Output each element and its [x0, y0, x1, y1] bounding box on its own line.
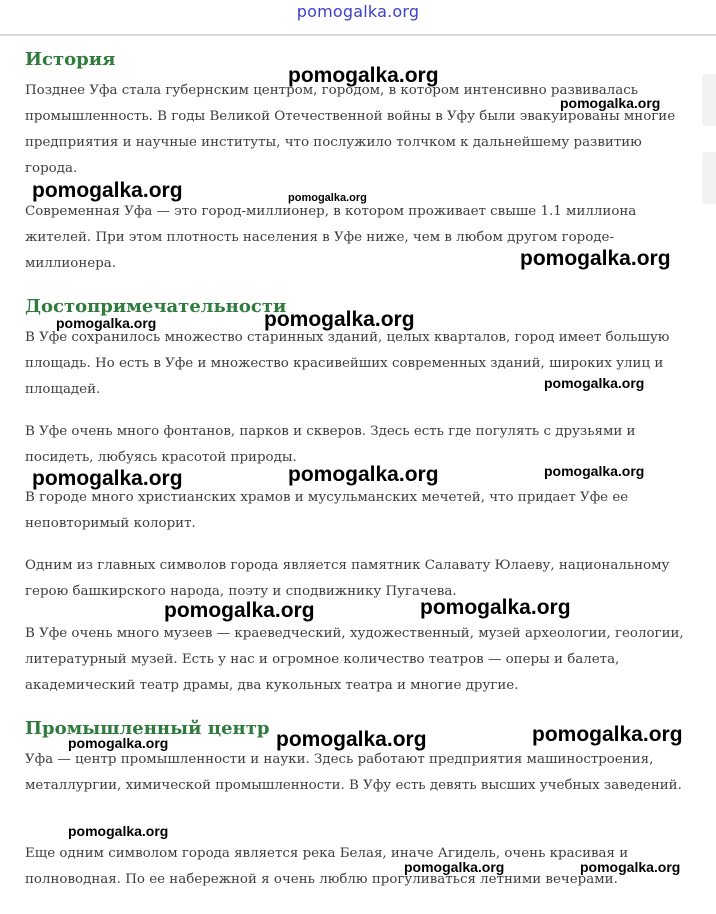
paragraph: Уфа — центр промышленности и науки. Здесь работают предприятия машиностроения, металлургии, химической промышленности. В Уфу есть девять высших учебных заведений. — [25, 752, 682, 793]
watermark: pomogalka.org — [544, 463, 645, 479]
watermark: pomogalka.org — [532, 723, 683, 746]
section-title-history: История — [25, 49, 116, 70]
section-title-sights: Достопримечательности — [25, 296, 287, 317]
paragraph: Еще одним символом города является река Белая, иначе Агидель, очень красивая и полноводная. По ее набережной я очень люблю прогуливаться летними вечерами. — [25, 846, 629, 887]
watermark: pomogalka.org — [68, 735, 169, 751]
site-logo[interactable]: pomogalka.org — [296, 2, 420, 21]
watermark: pomogalka.org — [580, 859, 681, 875]
watermark: pomogalka.org — [288, 64, 439, 87]
watermark: pomogalka.org — [288, 192, 367, 204]
watermark: pomogalka.org — [544, 375, 645, 391]
watermark: pomogalka.org — [560, 95, 661, 111]
watermark: pomogalka.org — [288, 463, 439, 486]
paragraph: Современная Уфа — это город-миллионер, в котором проживает свыше 1.1 миллиона жителей. При этом плотность населения в Уфе ниже, чем в любом другом городе-миллионера. — [25, 204, 637, 271]
watermark: pomogalka.org — [32, 467, 183, 490]
watermark: pomogalka.org — [264, 308, 415, 331]
side-tabs — [702, 74, 716, 230]
site-header — [0, 0, 716, 36]
watermark: pomogalka.org — [520, 247, 671, 270]
watermark: pomogalka.org — [32, 179, 183, 202]
paragraph: В Уфе сохранилось множество старинных зданий, целых кварталов, город имеет большую площадь. Но есть в Уфе и множество красивейших современных зданий, широких улиц и площадей. — [25, 330, 670, 397]
side-tab[interactable] — [702, 74, 716, 126]
watermark: pomogalka.org — [420, 596, 571, 619]
watermark: pomogalka.org — [68, 823, 169, 839]
paragraph: В городе много христианских храмов и мусульманских мечетей, что придает Уфе ее неповторимый колорит. — [25, 490, 629, 531]
side-tab[interactable] — [702, 152, 716, 204]
paragraph: В Уфе очень много фонтанов, парков и скверов. Здесь есть где погулять с друзьями и посидеть, любуясь красотой природы. — [25, 424, 636, 465]
watermark: pomogalka.org — [404, 859, 505, 875]
paragraph: Одним из главных символов города является памятник Салавату Юлаеву, национальному герою башкирского народа, поэту и сподвижнику Пугачева. — [25, 558, 670, 599]
watermark: pomogalka.org — [276, 728, 427, 751]
watermark: pomogalka.org — [164, 599, 315, 622]
watermark: pomogalka.org — [56, 315, 157, 331]
section-title-industry: Промышленный центр — [25, 718, 270, 739]
paragraph: Позднее Уфа стала губернским центром, городом, в котором интенсивно развивалась промышленность. В годы Великой Отечественной войны в Уфу были эвакуированы многие предприятия и научные институты, что послужило толчком к дальнейшему развитию города. — [25, 83, 676, 176]
paragraph: В Уфе очень много музеев — краеведческий, художественный, музей археологии, геологии, литературный музей. Есть у нас и огромное количество театров — оперы и балета, академический театр драмы, два кукольных театра и многие другие. — [25, 626, 684, 693]
